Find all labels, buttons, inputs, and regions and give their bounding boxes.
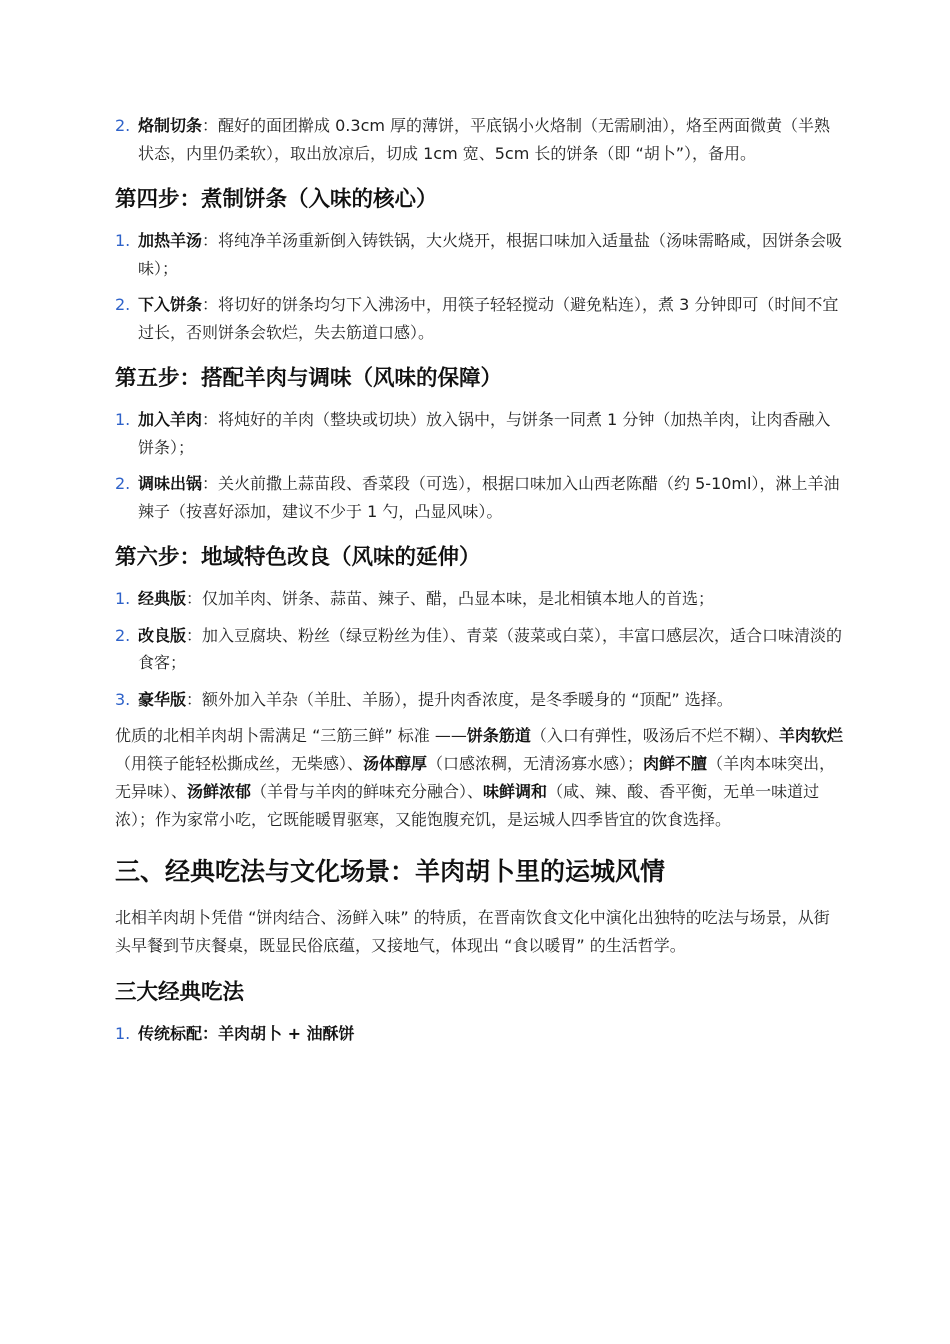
step6-heading: 第六步：地域特色改良（风味的延伸） [115, 545, 481, 570]
item-title: 豪华版 [138, 689, 187, 709]
list-number: 1. [115, 410, 131, 429]
list-number: 3. [115, 689, 131, 709]
summary-bold: 饼条筋道 [466, 726, 531, 745]
item-text: 额外加入羊杂（羊肚、羊肠），提升肉香浓度，是冬季暖身的 “顶配” 选择。 [202, 689, 733, 709]
list-number: 1. [115, 1024, 131, 1043]
item-title: 加入羊肉 [138, 410, 203, 429]
step4-heading: 第四步：煮制饼条（入味的核心） [115, 187, 438, 212]
item-separator: ： [186, 625, 203, 645]
item-title: 烙制切条 [138, 116, 203, 135]
list-item [115, 622, 845, 677]
section3-subheading: 三大经典吃法 [115, 980, 245, 1005]
step3-list [115, 112, 845, 167]
list-number: 2. [115, 625, 131, 645]
item-text: 将纯净羊汤重新倒入铸铁锅，大火烧开，根据口味加入适量盐（汤味需略咸，因饼条会吸味）； [138, 231, 843, 278]
item-title: 传统标配：羊肉胡卜 + 油酥饼 [138, 1024, 355, 1043]
summary-text: （咸、辣、酸、香平衡，无单一味道过浓）；作为家常小吃，它既能暖胃驱寒，又能饱腹充饥，是运城人四季皆宜的饮食选择。 [115, 782, 820, 829]
summary-bold: 羊肉软烂 [778, 726, 843, 745]
summary-paragraph [115, 722, 845, 834]
document-page [115, 112, 845, 1057]
step5-list [115, 406, 845, 525]
section3-intro: 北相羊肉胡卜凭借 “饼肉结合、汤鲜入味” 的特质，在晋南饮食文化中演化出独特的吃法与场景，从街头早餐到节庆餐桌，既显民俗底蕴，又接地气，体现出 “食以暖胃” 的生活哲学。 [115, 908, 830, 955]
item-separator: ： [202, 474, 219, 493]
list-item [115, 291, 845, 346]
item-title: 改良版 [138, 625, 187, 645]
summary-bold: 汤鲜浓郁 [187, 782, 252, 801]
item-separator: ： [202, 116, 219, 135]
item-title: 经典版 [138, 589, 187, 608]
list-item [115, 585, 845, 613]
item-separator: ： [186, 689, 203, 709]
step4-list [115, 227, 845, 346]
list-item [115, 1020, 845, 1048]
item-title: 下入饼条 [138, 295, 203, 314]
list-number: 2. [115, 295, 131, 314]
item-text: 仅加羊肉、饼条、蒜苗、辣子、醋，凸显本味，是北相镇本地人的首选； [202, 589, 715, 608]
list-number: 1. [115, 231, 131, 250]
section3-list [115, 1020, 845, 1048]
step6-list [115, 585, 845, 713]
summary-text: （口感浓稠，无清汤寡水感）； [427, 754, 644, 773]
item-title: 加热羊汤 [138, 231, 203, 250]
item-title: 调味出锅 [138, 474, 203, 493]
list-item [115, 112, 845, 167]
summary-text: （入口有弹性，吸汤后不烂不糊）、 [530, 726, 779, 745]
summary-text: （羊肉本味突出，无异味）、 [115, 754, 836, 801]
list-number: 2. [115, 116, 131, 135]
summary-text: （羊骨与羊肉的鲜味充分融合）、 [251, 782, 484, 801]
list-item [115, 227, 845, 282]
list-number: 1. [115, 589, 131, 608]
list-item [115, 470, 845, 525]
summary-bold: 味鲜调和 [483, 782, 548, 801]
summary-text: （用筷子能轻松撕成丝，无柴感）、 [115, 754, 364, 773]
summary-bold: 汤体醇厚 [363, 754, 428, 773]
list-item [115, 686, 845, 714]
section3-heading: 三、经典吃法与文化场景：羊肉胡卜里的运城风情 [115, 857, 666, 886]
item-text: 将切好的饼条均匀下入沸汤中，用筷子轻轻搅动（避免粘连），煮 3 分钟即可（时间不宜过长，否则饼条会软烂，失去筋道口感）。 [138, 295, 839, 342]
summary-text: 优质的北相羊肉胡卜需满足 “三筋三鲜” 标准 —— [115, 726, 467, 745]
item-separator: ： [186, 589, 203, 608]
list-item [115, 406, 845, 461]
list-number: 2. [115, 474, 131, 493]
item-separator: ： [202, 295, 219, 314]
item-separator: ： [202, 410, 219, 429]
item-text: 将炖好的羊肉（整块或切块）放入锅中，与饼条一同煮 1 分钟（加热羊肉，让肉香融入饼条）； [138, 410, 831, 457]
item-text: 关火前撒上蒜苗段、香菜段（可选），根据口味加入山西老陈醋（约 5-10ml），淋上羊油辣子（按喜好添加，建议不少于 1 勺，凸显风味）。 [138, 474, 840, 521]
summary-bold: 肉鲜不膻 [643, 754, 708, 773]
step5-heading: 第五步：搭配羊肉与调味（风味的保障） [115, 366, 503, 391]
item-text: 醒好的面团擀成 0.3cm 厚的薄饼，平底锅小火烙制（无需刷油），烙至两面微黄（半熟状态，内里仍柔软），取出放凉后，切成 1cm 宽、5cm 长的饼条（即 “胡卜”），备用。 [138, 116, 831, 163]
item-separator: ： [202, 231, 219, 250]
item-text: 加入豆腐块、粉丝（绿豆粉丝为佳）、青菜（菠菜或白菜），丰富口感层次，适合口味清淡的食客； [138, 625, 843, 672]
